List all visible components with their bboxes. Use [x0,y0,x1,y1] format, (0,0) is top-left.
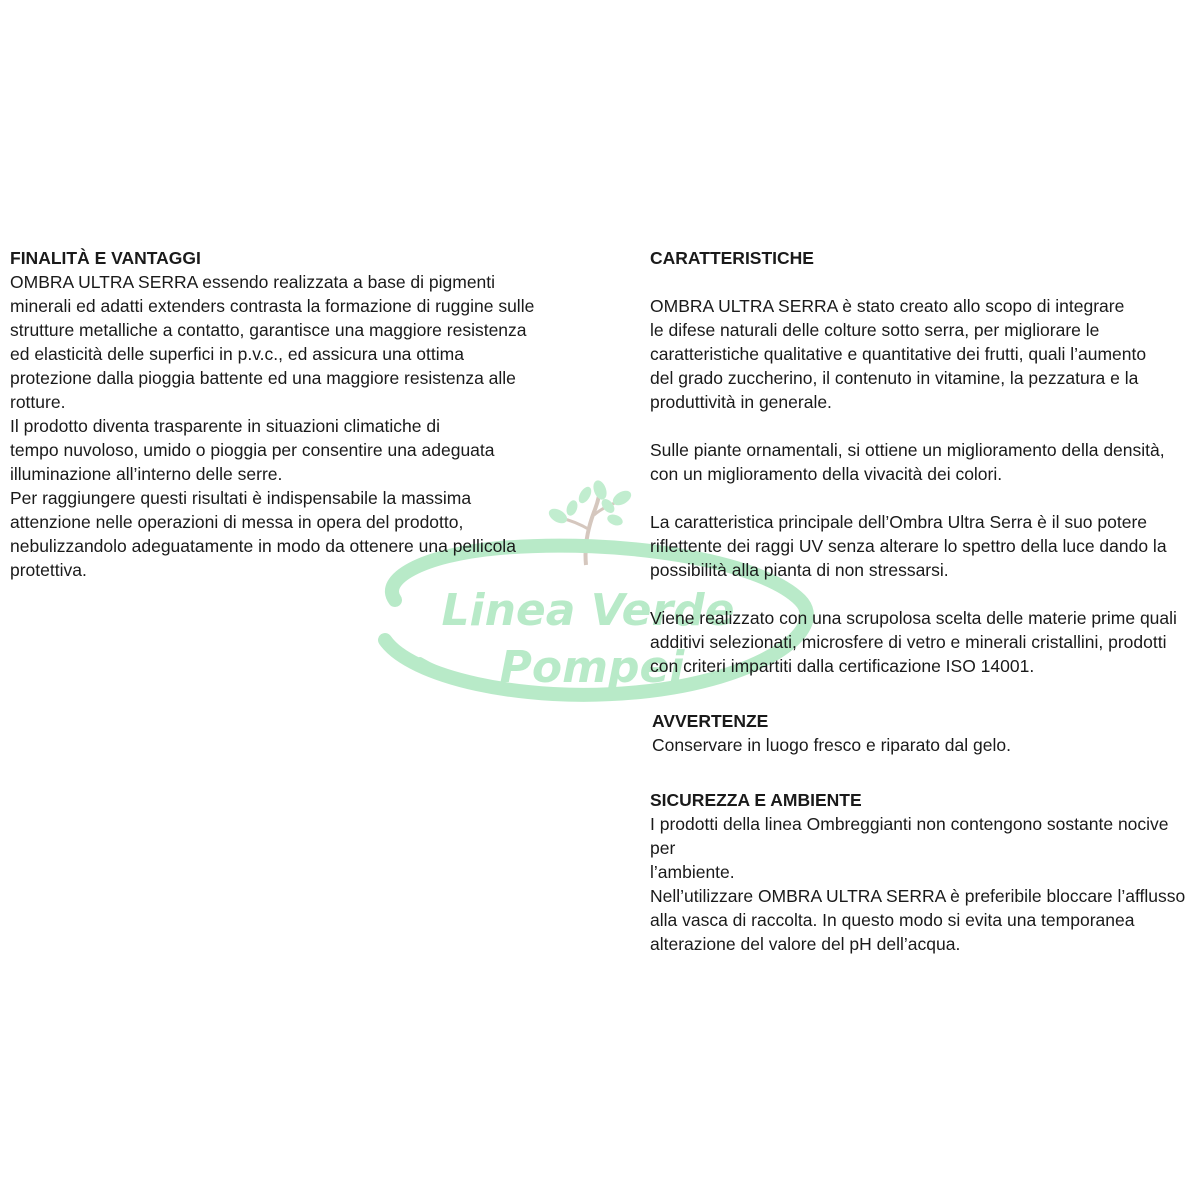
sicurezza-paragraph: Nell’utilizzare OMBRA ULTRA SERRA è preferibile bloccare l’afflusso alla vasca di raccolta. In questo modo si evita una temporanea alterazione del valore del pH dell’acqua. [650,886,1186,954]
right-column [650,246,1190,956]
finalita-paragraph: Per raggiungere questi risultati è indispensabile la massima attenzione nelle operazioni di messa in opera del prodotto, nebulizzandolo adeguatamente in modo da ottenere una pellicola protettiva. [10,488,516,580]
sicurezza-heading: SICUREZZA E AMBIENTE [650,790,862,810]
caratteristiche-heading: CARATTERISTICHE [650,248,814,268]
watermark-line1: Linea Verde [441,585,735,636]
finalita-paragraph: Il prodotto diventa trasparente in situazioni climatiche di tempo nuvoloso, umido o pioggia per consentire una adeguata illuminazione all’interno delle serre. [10,416,495,484]
avvertenze-text: Conservare in luogo fresco e riparato dal gelo. [652,735,1011,755]
watermark-line2: Pompei [499,642,685,693]
finalita-paragraph: OMBRA ULTRA SERRA essendo realizzata a base di pigmenti minerali ed adatti extenders contrasta la formazione di ruggine sulle strutture metalliche a contatto, garantisce una maggiore resistenza ed elasticità delle superfici in p.v.c., ed assicura una ottima protezione dalla pioggia battente ed una maggiore resistenza alle rotture. [10,272,535,412]
left-column [10,246,570,582]
finalita-heading: FINALITÀ E VANTAGGI [10,248,201,268]
sicurezza-paragraph: I prodotti della linea Ombreggianti non contengono sostante nocive per l’ambiente. [650,814,1169,882]
avvertenze-heading: AVVERTENZE [652,711,769,731]
caratteristiche-paragraph: Viene realizzato con una scrupolosa scelta delle materie prime quali additivi selezionati, microsfere di vetro e minerali cristallini, prodotti con criteri impartiti dalla certificazione ISO 14001. [650,608,1177,676]
caratteristiche-paragraph: Sulle piante ornamentali, si ottiene un miglioramento della densità, con un miglioramento della vivacità dei colori. [650,440,1165,484]
caratteristiche-paragraph: La caratteristica principale dell’Ombra Ultra Serra è il suo potere riflettente dei raggi UV senza alterare lo spettro della luce dando la possibilità alla pianta di non stressarsi. [650,512,1167,580]
caratteristiche-paragraph: OMBRA ULTRA SERRA è stato creato allo scopo di integrare le difese naturali delle colture sotto serra, per migliorare le caratteristiche qualitative e quantitative dei frutti, quali l’aumento del grado zuccherino, il contenuto in vitamine, la pezzatura e la produttività in generale. [650,296,1147,412]
